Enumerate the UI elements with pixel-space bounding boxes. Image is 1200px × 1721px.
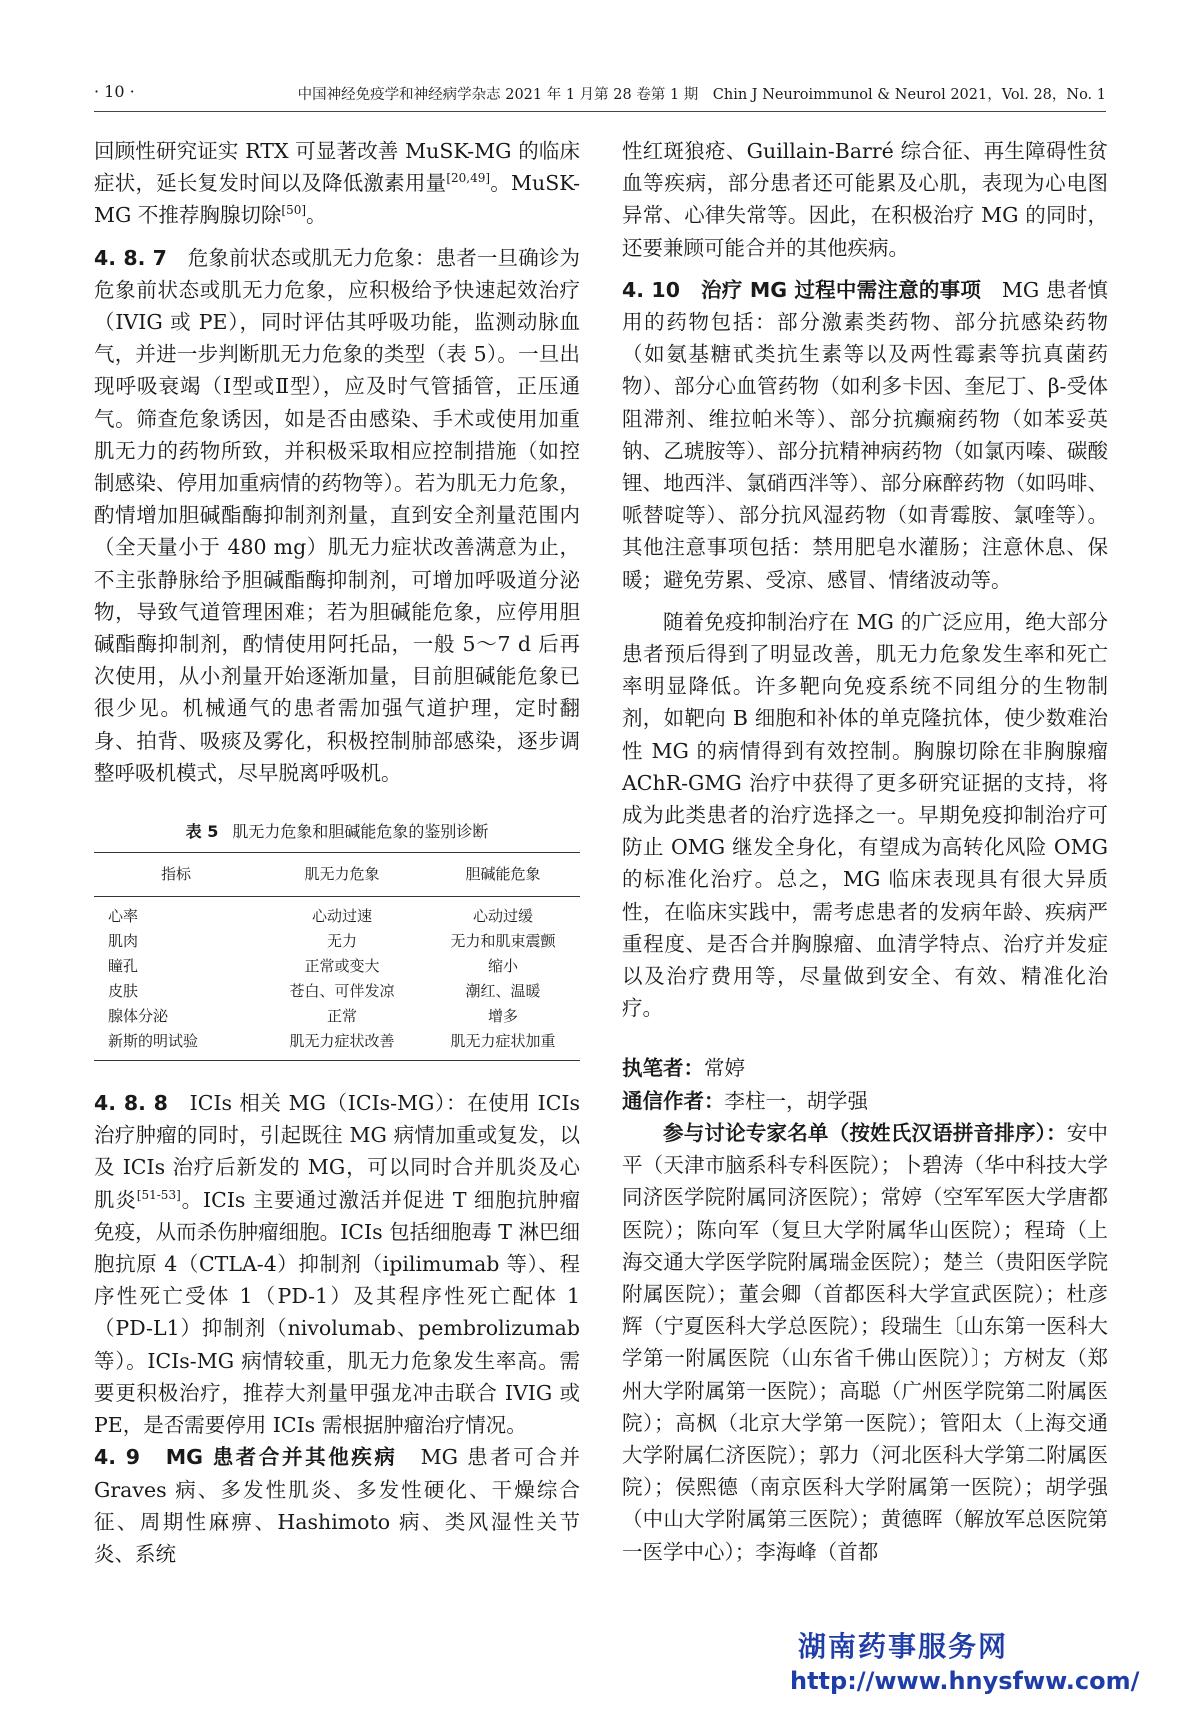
section-4-8-7: 4. 8. 7 危象前状态或肌无力危象：患者一旦确诊为危象前状态或肌无力危象，应积极给予快速起效治疗（IVIG 或 PE），同时评估其呼吸功能，监测动脉血气，并进一步判断肌无力危象的类型（表 5）。一旦出现呼吸衰竭（Ⅰ型或Ⅱ型），应及时气管插管，正压通气。筛查危象诱因，如是否由感染、手术或使用加重肌无力的药物所致，并积极采取相应控制措施（如控制感染、停用加重病情的药物等）。若为肌无力危象，酌情增加胆碱酯酶抑制剂剂量，直到安全剂量范围内（全天量小于 480 mg）肌无力症状改善满意为止，不主张静脉给予胆碱酯酶抑制剂，可增加呼吸道分泌物，导致气道管理困难；若为胆碱能危象，应停用胆碱酯酶抑制剂，酌情使用阿托品，一般 5～7 d 后再次使用，从小剂量开始逐渐加量，目前胆碱能危象已很少见。机械通气的患者需加强气道护理，定时翻身、拍背、吸痰及雾化，积极控制肺部感染，逐步调整呼吸机模式，尽早脱离呼吸机。 [94, 245, 581, 785]
citation-ref: [50] [281, 203, 307, 218]
header-cholinergic-crisis: 胆碱能危象 [426, 853, 580, 897]
section-4-9: 4. 9 MG 患者合并其他疾病 MG 患者可合并 Graves 病、多发性肌炎、多发性硬化、干燥综合征、周期性麻痹、Hashimoto 病、类风湿性关节炎、系统 [94, 1445, 581, 1566]
header-myasthenic-crisis: 肌无力危象 [258, 853, 426, 897]
watermark-url: http://www.hnysfww.com/ [790, 1667, 1140, 1695]
table-number: 表 5 [185, 822, 219, 842]
watermark-name: 湖南药事服务网 [798, 1630, 1009, 1663]
section-4-10: 4. 10 治疗 MG 过程中需注意的事项 MG 患者慎用的药物包括：部分激素类药物、部分抗感染药物（如氨基糖甙类抗生素等以及两性霉素等抗真菌药物）、部分心血管药物（如利多卡因、奎尼丁、β-受体阻滞剂、维拉帕米等）、部分抗癫痫药物（如苯妥英钠、乙琥胺等）、部分抗精神病药物（如氯丙嗪、碳酸锂、地西泮、氯硝西泮等）、部分麻醉药物（如吗啡、哌替啶等）、部分抗风湿药物（如青霉胺、氯喹等）。其他注意事项包括：禁用肥皂水灌肠；注意休息、保暖；避免劳累、受凉、感冒、情绪波动等。 [622, 277, 1109, 592]
table-caption [94, 819, 580, 842]
watermark [790, 1625, 1139, 1695]
table-row: 腺体分泌 正常 增多 [108, 1007, 518, 1026]
paragraph-rtx: 回顾性研究证实 RTX 可显著改善 MuSK-MG 的临床症状，延长复发时间以及降低激素用量[20,49]。MuSK-MG 不推荐胸腺切除[50]。 [94, 139, 581, 228]
differential-table [94, 852, 580, 1061]
table-row: 肌肉 无力 无力和肌束震颤 [108, 932, 556, 951]
table-header-row [94, 853, 580, 897]
section-4-8-8: 4. 8. 8 ICIs 相关 MG（ICIs-MG）：在使用 ICIs 治疗肿瘤的同时，引起既往 MG 病情加重或复发，以及 ICIs 治疗后新发的 MG，可以同时合并肌炎及心肌炎[51-53]。ICIs 主要通过激活并促进 T 细胞抗肿瘤免疫，从而杀伤肿瘤细胞。ICIs 包括细胞毒 T 淋巴细胞抗原 4（CTLA-4）抑制剂（ipilimumab 等）、程序性死亡受体 1（PD-1）及其程序性死亡配体 1（PD-L1）抑制剂（nivolumab、pembrolizumab 等）。ICIs-MG 病情较重，肌无力危象发生率高。需要更积极治疗，推荐大剂量甲强龙冲击联合 IVIG 或 PE，是否需要停用 ICIs 需根据肿瘤治疗情况。 [94, 1091, 581, 1438]
right-column [622, 135, 1108, 1568]
table-5 [94, 819, 580, 1061]
expert-list: 参与讨论专家名单（按姓氏汉语拼音排序）：安中平（天津市脑系科专科医院）；卜碧涛（华中科技大学同济医学院附属同济医院）；常婷（空军军医大学唐都医院）；陈向军（复旦大学附属华山医院）；程琦（上海交通大学医学院附属瑞金医院）；楚兰（贵阳医学院附属医院）；董会卿（首都医科大学宣武医院）；杜彦辉（宁夏医科大学总医院）；段瑞生〔山东第一医科大学第一附属医院（山东省千佛山医院）〕；方树友（郑州大学附属第一医院）；高聪（广州医学院第二附属医院）；高枫（北京大学第一医院）；管阳太（上海交通大学附属仁济医院）；郭力（河北医科大学第二附属医院）；侯熙德（南京医科大学附属第一医院）；胡学强（中山大学附属第三医院）；黄德晖（解放军总医院第一医学中心）；李海峰（首都 [622, 1120, 1108, 1564]
table-row: 皮肤 苍白、可伴发凉 潮红、温暖 [108, 982, 541, 1001]
header-indicator: 指标 [94, 853, 258, 897]
corresponding-author-line: 通信作者：李柱一，胡学强 [622, 1088, 868, 1113]
table-row: 瞳孔 正常或变大 缩小 [108, 957, 518, 976]
table-row: 新斯的明试验 肌无力症状改善 肌无力症状加重 [94, 1029, 580, 1061]
paragraph-comorbidities-cont: 性红斑狼疮、Guillain-Barré 综合征、再生障碍性贫血等疾病，部分患者还可能累及心肌，表现为心电图异常、心律失常等。因此，在积极治疗 MG 的同时，还要兼顾可能合并的其他疾病。 [622, 139, 1108, 260]
table-title: 肌无力危象和胆碱能危象的鉴别诊断 [232, 822, 489, 842]
page-number: · 10 · [94, 82, 135, 101]
page-header [94, 78, 1106, 112]
citation-ref: [51-53] [136, 1187, 181, 1202]
section-heading: 4. 10 治疗 MG 过程中需注意的事项 [622, 277, 982, 302]
section-number: 4. 8. 7 [94, 245, 167, 270]
section-number: 4. 8. 8 [94, 1091, 168, 1116]
writer-line: 执笔者：常婷 [622, 1056, 745, 1081]
paragraph-conclusion: 随着免疫抑制治疗在 MG 的广泛应用，绝大部分患者预后得到了明显改善，肌无力危象发生率和死亡率明显降低。许多靶向免疫系统不同组分的生物制剂，如靶向 B 细胞和补体的单克隆抗体，使少数难治性 MG 的病情得到有效控制。胸腺切除在非胸腺瘤 AChR-GMG 治疗中获得了更多研究证据的支持，将成为此类患者的治疗选择之一。早期免疫抑制治疗可防止 OMG 继发全身化，有望成为高转化风险 OMG 的标准化治疗。总之，MG 临床表现具有很大异质性，在临床实践中，需考虑患者的发病年龄、疾病严重程度、是否合并胸腺瘤、血清学特点、治疗并发症以及治疗费用等，尽量做到安全、有效、精准化治疗。 [622, 609, 1108, 1021]
citation-ref: [20,49] [446, 171, 491, 186]
journal-citation: 中国神经免疫学和神经病学杂志 2021 年 1 月第 28 卷第 1 期 Chin J Neuroimmunol & Neurol 2021，Vol. 28，No. 1 [297, 87, 1106, 103]
section-heading: 4. 9 MG 患者合并其他疾病 [94, 1445, 398, 1470]
left-column [94, 135, 580, 1570]
table-row: 心率 心动过速 心动过缓 [108, 907, 533, 926]
